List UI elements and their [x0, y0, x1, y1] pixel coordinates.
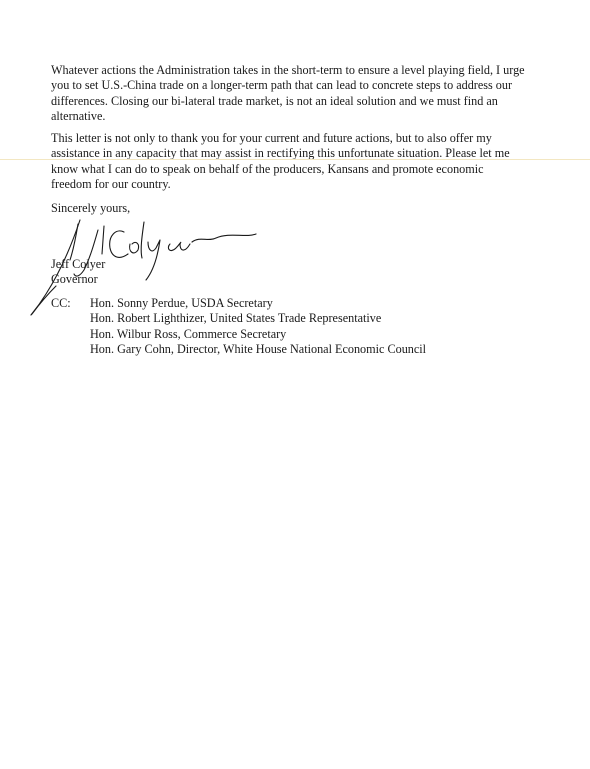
body-paragraph-1	[51, 63, 551, 125]
cc-recipient-list	[90, 296, 426, 358]
closing-salutation: Sincerely yours,	[51, 201, 131, 215]
page-fold-line	[0, 159, 590, 160]
paragraph-line: assistance in any capacity that may assist in rectifying this unfortunate situation. Please let me	[51, 146, 510, 161]
paragraph-line: differences. Closing our bi-lateral trade market, is not an ideal solution and we must find an	[51, 93, 498, 108]
paragraph-line: Whatever actions the Administration takes in the short-term to ensure a level playing field, I urge	[51, 63, 525, 77]
paragraph-line: know what I can do to speak on behalf of the producers, Kansans and promote economic	[51, 161, 484, 176]
paragraph-line: you to set U.S.-China trade on a longer-term path that can lead to concrete steps to address our	[51, 78, 513, 93]
signer-name: Jeff Colyer	[51, 257, 106, 271]
paragraph-line: This letter is not only to thank you for your current and future actions, but to also offer my	[51, 131, 492, 145]
cc-recipient: Hon. Wilbur Ross, Commerce Secretary	[90, 326, 287, 341]
cc-recipient: Hon. Sonny Perdue, USDA Secretary	[90, 296, 273, 310]
body-paragraph-2	[51, 131, 551, 193]
cc-recipient: Hon. Robert Lighthizer, United States Trade Representative	[90, 311, 382, 326]
signer-title: Governor	[51, 272, 98, 286]
paragraph-line: alternative.	[51, 109, 106, 124]
cc-label: CC:	[51, 296, 71, 310]
cc-recipient: Hon. Gary Cohn, Director, White House National Economic Council	[90, 342, 427, 357]
paragraph-line: freedom for our country.	[51, 177, 171, 192]
